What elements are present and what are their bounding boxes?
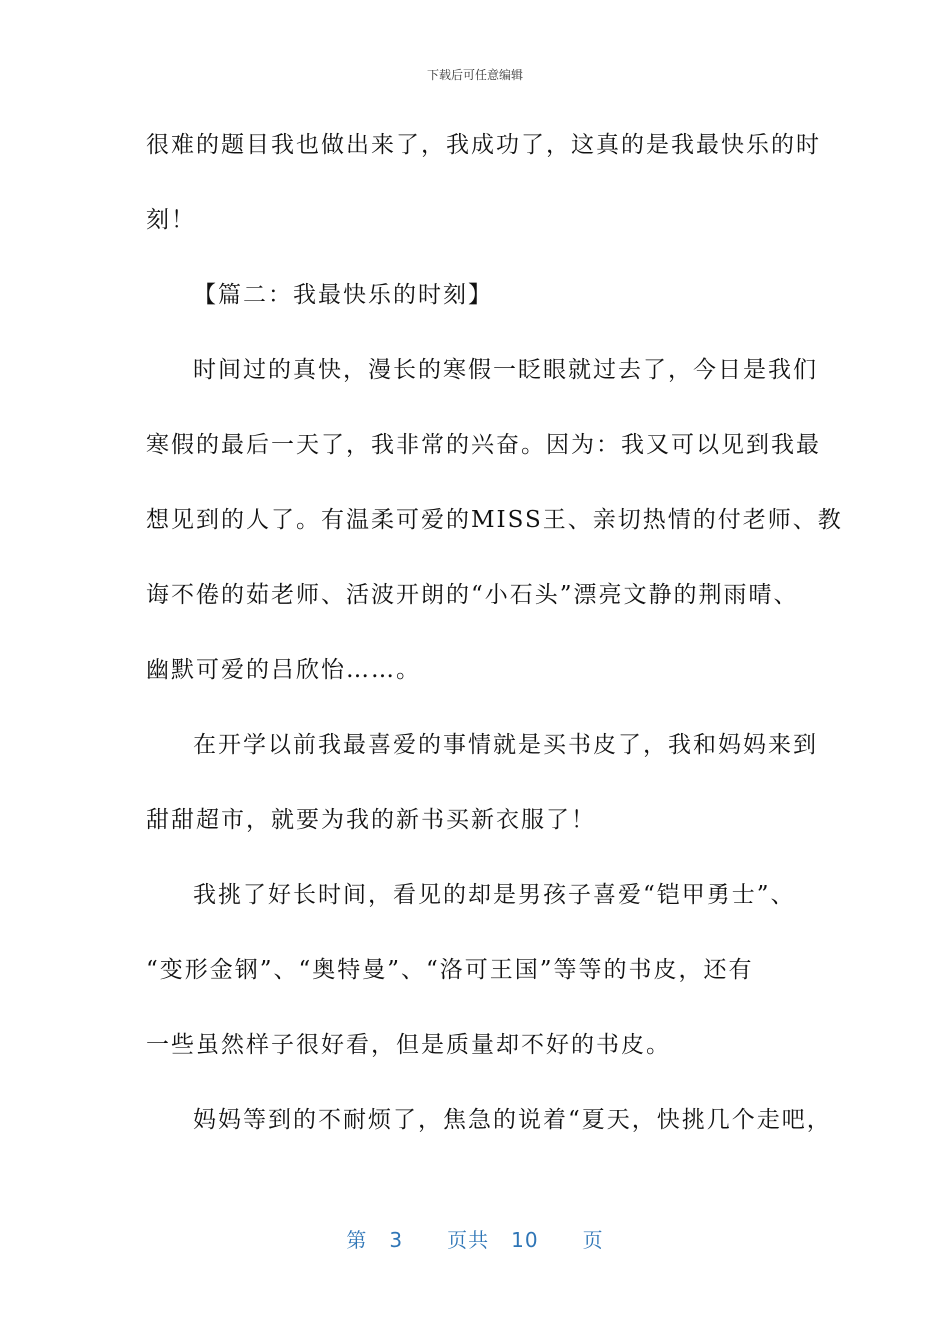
paragraph-line: 寒假的最后一天了，我非常的兴奋。因为：我又可以见到我最 xyxy=(146,432,821,458)
paragraph-line: “变形金钢”、“奥特曼”、“洛可王国”等等的书皮，还有 xyxy=(146,957,754,983)
page-mid-label: 页共 xyxy=(447,1228,490,1252)
page-header: 下载后可任意编辑 xyxy=(426,68,523,82)
paragraph-line: 想见到的人了。有温柔可爱的MISS王、亲切热情的付老师、教 xyxy=(146,507,843,533)
paragraph-line: 我挑了好长时间，看见的却是男孩子喜爱“铠甲勇士”、 xyxy=(193,882,796,908)
paragraph-line: 甜甜超市，就要为我的新书买新衣服了！ xyxy=(146,807,596,833)
paragraph-line: 很难的题目我也做出来了，我成功了，这真的是我最快乐的时 xyxy=(146,132,821,158)
section-heading: 【篇二：我最快乐的时刻】 xyxy=(193,282,493,308)
paragraph-line: 一些虽然样子很好看，但是质量却不好的书皮。 xyxy=(146,1032,671,1058)
paragraph-line: 时间过的真快，漫长的寒假一眨眼就过去了，今日是我们 xyxy=(193,357,818,383)
paragraph-line: 诲不倦的茹老师、活波开朗的“小石头”漂亮文静的荆雨晴、 xyxy=(146,582,799,608)
paragraph-line: 幽默可爱的吕欣怡……。 xyxy=(146,657,421,683)
page-end-label: 页 xyxy=(582,1228,604,1252)
paragraph-line: 刻！ xyxy=(146,207,196,233)
paragraph-line: 在开学以前我最喜爱的事情就是买书皮了，我和妈妈来到 xyxy=(193,732,818,758)
page-footer xyxy=(0,1224,950,1253)
paragraph-line: 妈妈等到的不耐烦了，焦急的说着“夏天，快挑几个走吧， xyxy=(193,1107,832,1133)
page-label: 第 xyxy=(346,1228,368,1252)
page-current: 3 xyxy=(389,1228,404,1252)
page-total: 10 xyxy=(511,1228,539,1252)
